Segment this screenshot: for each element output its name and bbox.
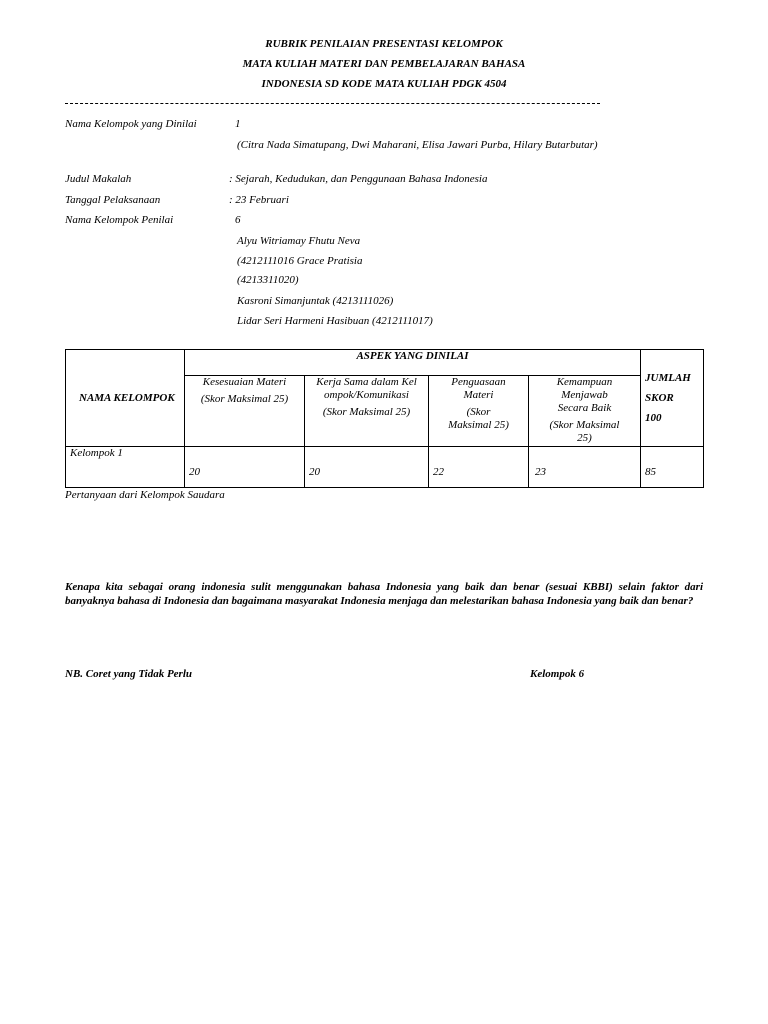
row-score: 22	[429, 447, 529, 488]
aspect-max: (Skor Maksimal 25)	[200, 393, 289, 405]
rubric-table	[65, 349, 704, 488]
row-score: 20	[305, 447, 429, 488]
group-label: Nama Kelompok yang Dinilai	[65, 118, 197, 130]
row-total: 85	[641, 447, 704, 488]
row-score: 23	[529, 447, 641, 488]
header-line-3: INDONESIA SD KODE MATA KULIAH PDGK 4504	[261, 78, 507, 90]
aspect-cell	[429, 376, 529, 447]
total-header-line: 100	[645, 412, 662, 424]
assessor-member: Alyu Witriamay Fhutu Neva	[237, 235, 361, 247]
aspect-max: (Skor Maksimal 25)	[448, 406, 509, 431]
assessor-member: (4213311020)	[237, 274, 299, 286]
assessor-value: 6	[235, 214, 241, 226]
title-value: : Sejarah, Kedudukan, dan Penggunaan Bahasa Indonesia	[229, 173, 488, 185]
footer-note: NB. Coret yang Tidak Perlu	[65, 668, 193, 680]
total-header-line: SKOR	[645, 392, 674, 404]
header-line-1: RUBRIK PENILAIAN PRESENTASI KELOMPOK	[265, 38, 503, 50]
assessor-member: Kasroni Simanjuntak (4213111026)	[237, 295, 394, 307]
question-text: Kenapa kita sebagai orang indonesia sulit menggunakan bahasa Indonesia yang baik dan benar (sesuai KBBI) selain faktor dari banyaknya bahasa di Indonesia dan bagaimana masyarakat Indonesia menjaga dan melestarikan bahasa Indonesia yang baik dan benar?	[65, 581, 703, 607]
aspect-cell	[305, 376, 429, 447]
col-header-name: NAMA KELOMPOK	[66, 350, 185, 447]
aspect-title: Kesesuaian Materi	[202, 376, 287, 388]
group-value: 1	[235, 118, 241, 130]
total-header	[641, 350, 704, 447]
aspect-header: ASPEK YANG DINILAI	[185, 350, 641, 376]
aspect-cell	[185, 376, 305, 447]
aspect-title: Kerja Sama dalam Kelompok/Komunikasi	[316, 376, 417, 401]
date-value: : 23 Februari	[229, 194, 289, 206]
group-members: (Citra Nada Simatupang, Dwi Maharani, Elisa Jawari Purba, Hilary Butarbutar)	[237, 139, 598, 151]
assessor-member: Lidar Seri Harmeni Hasibuan (4212111017)	[237, 315, 433, 327]
row-score: 20	[185, 447, 305, 488]
total-header-line: JUMLAH	[645, 372, 691, 384]
row-group-name: Kelompok 1	[66, 447, 185, 488]
question-label: Pertanyaan dari Kelompok Saudara	[65, 489, 225, 501]
footer-signature: Kelompok 6	[530, 668, 585, 680]
aspect-cell	[529, 376, 641, 447]
aspect-max: (Skor Maksimal 25)	[322, 406, 411, 418]
header-line-2: MATA KULIAH MATERI DAN PEMBELAJARAN BAHASA	[242, 58, 526, 70]
separator-line	[65, 103, 600, 104]
aspect-max: (Skor Maksimal 25)	[549, 419, 620, 444]
assessor-member: (4212111016 Grace Pratisia	[237, 255, 363, 267]
date-label: Tanggal Pelaksanaan	[65, 194, 161, 206]
aspect-title: Penguasaan Materi	[451, 376, 506, 401]
assessor-label: Nama Kelompok Penilai	[65, 214, 174, 226]
title-label: Judul Makalah	[65, 173, 132, 185]
aspect-title: Kemampuan Menjawab Secara Baik	[556, 376, 613, 414]
